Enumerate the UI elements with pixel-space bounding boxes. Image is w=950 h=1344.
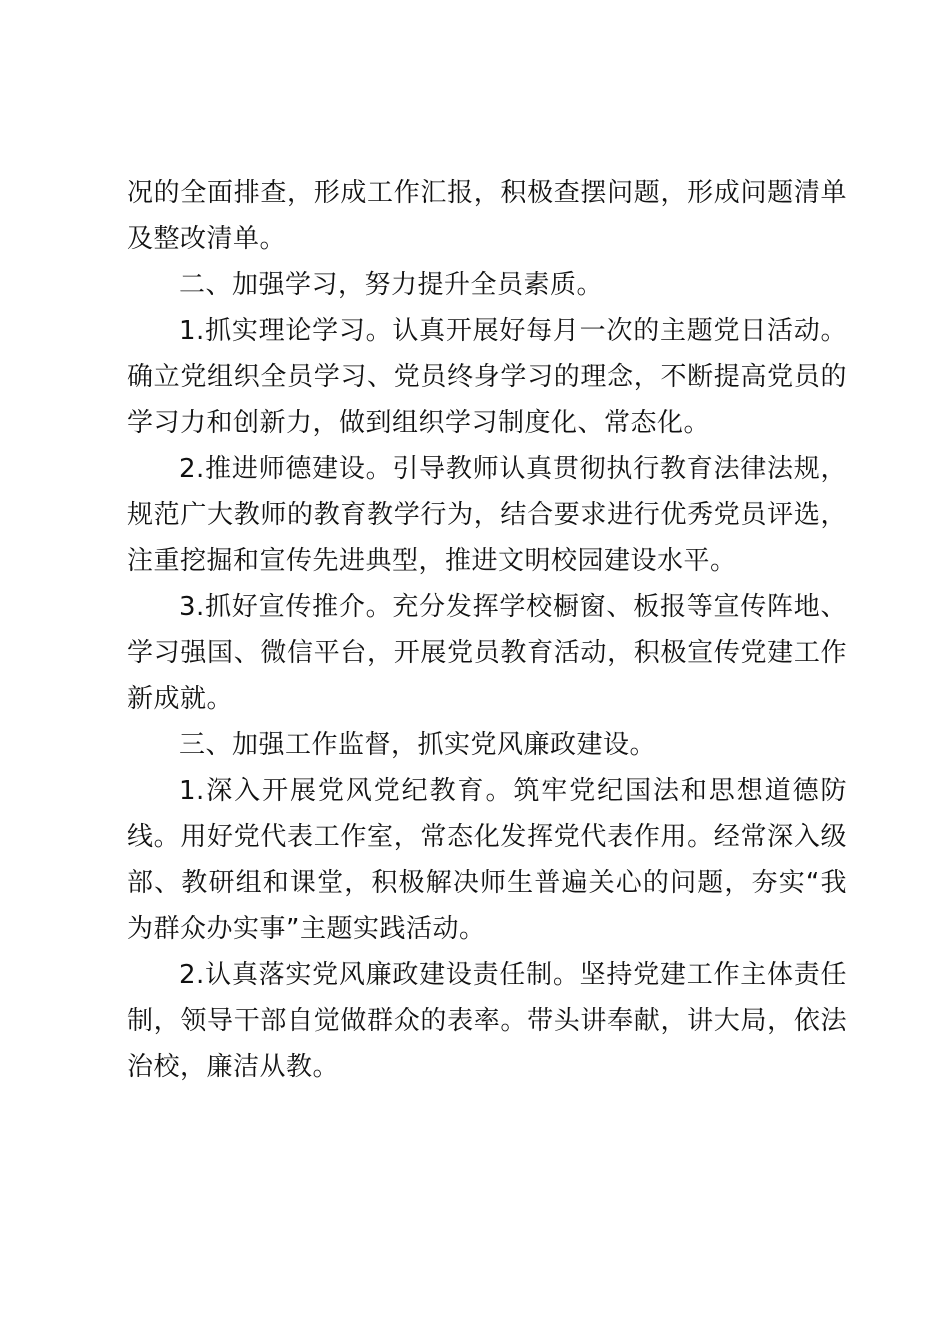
section-heading-3: 三、加强工作监督，抓实党风廉政建设。 [179,730,657,760]
paragraph-2-3: 3.抓好宣传推介。充分发挥学校橱窗、板报等宣传阵地、学习强国、微信平台，开展党员教育活动，积极宣传党建工作新成就。 [127,592,847,714]
paragraph-2-2: 2.推进师德建设。引导教师认真贯彻执行教育法律法规，规范广大教师的教育教学行为，结合要求进行优秀党员评选，注重挖掘和宣传先进典型，推进文明校园建设水平。 [127,454,847,576]
paragraph-2-1: 1.抓实理论学习。认真开展好每月一次的主题党日活动。确立党组织全员学习、党员终身学习的理念，不断提高党员的学习力和创新力，做到组织学习制度化、常态化。 [127,316,847,438]
paragraph-continuation: 况的全面排查，形成工作汇报，积极查摆问题，形成问题清单及整改清单。 [127,178,847,254]
document-body [127,170,847,1090]
section-heading-2: 二、加强学习，努力提升全员素质。 [179,270,604,300]
paragraph-3-1: 1.深入开展党风党纪教育。筑牢党纪国法和思想道德防线。用好党代表工作室，常态化发挥党代表作用。经常深入级部、教研组和课堂，积极解决师生普遍关心的问题，夯实“我为群众办实事”主题实践活动。 [127,776,847,944]
paragraph-3-2: 2.认真落实党风廉政建设责任制。坚持党建工作主体责任制，领导干部自觉做群众的表率。带头讲奉献，讲大局，依法治校，廉洁从教。 [127,960,847,1082]
